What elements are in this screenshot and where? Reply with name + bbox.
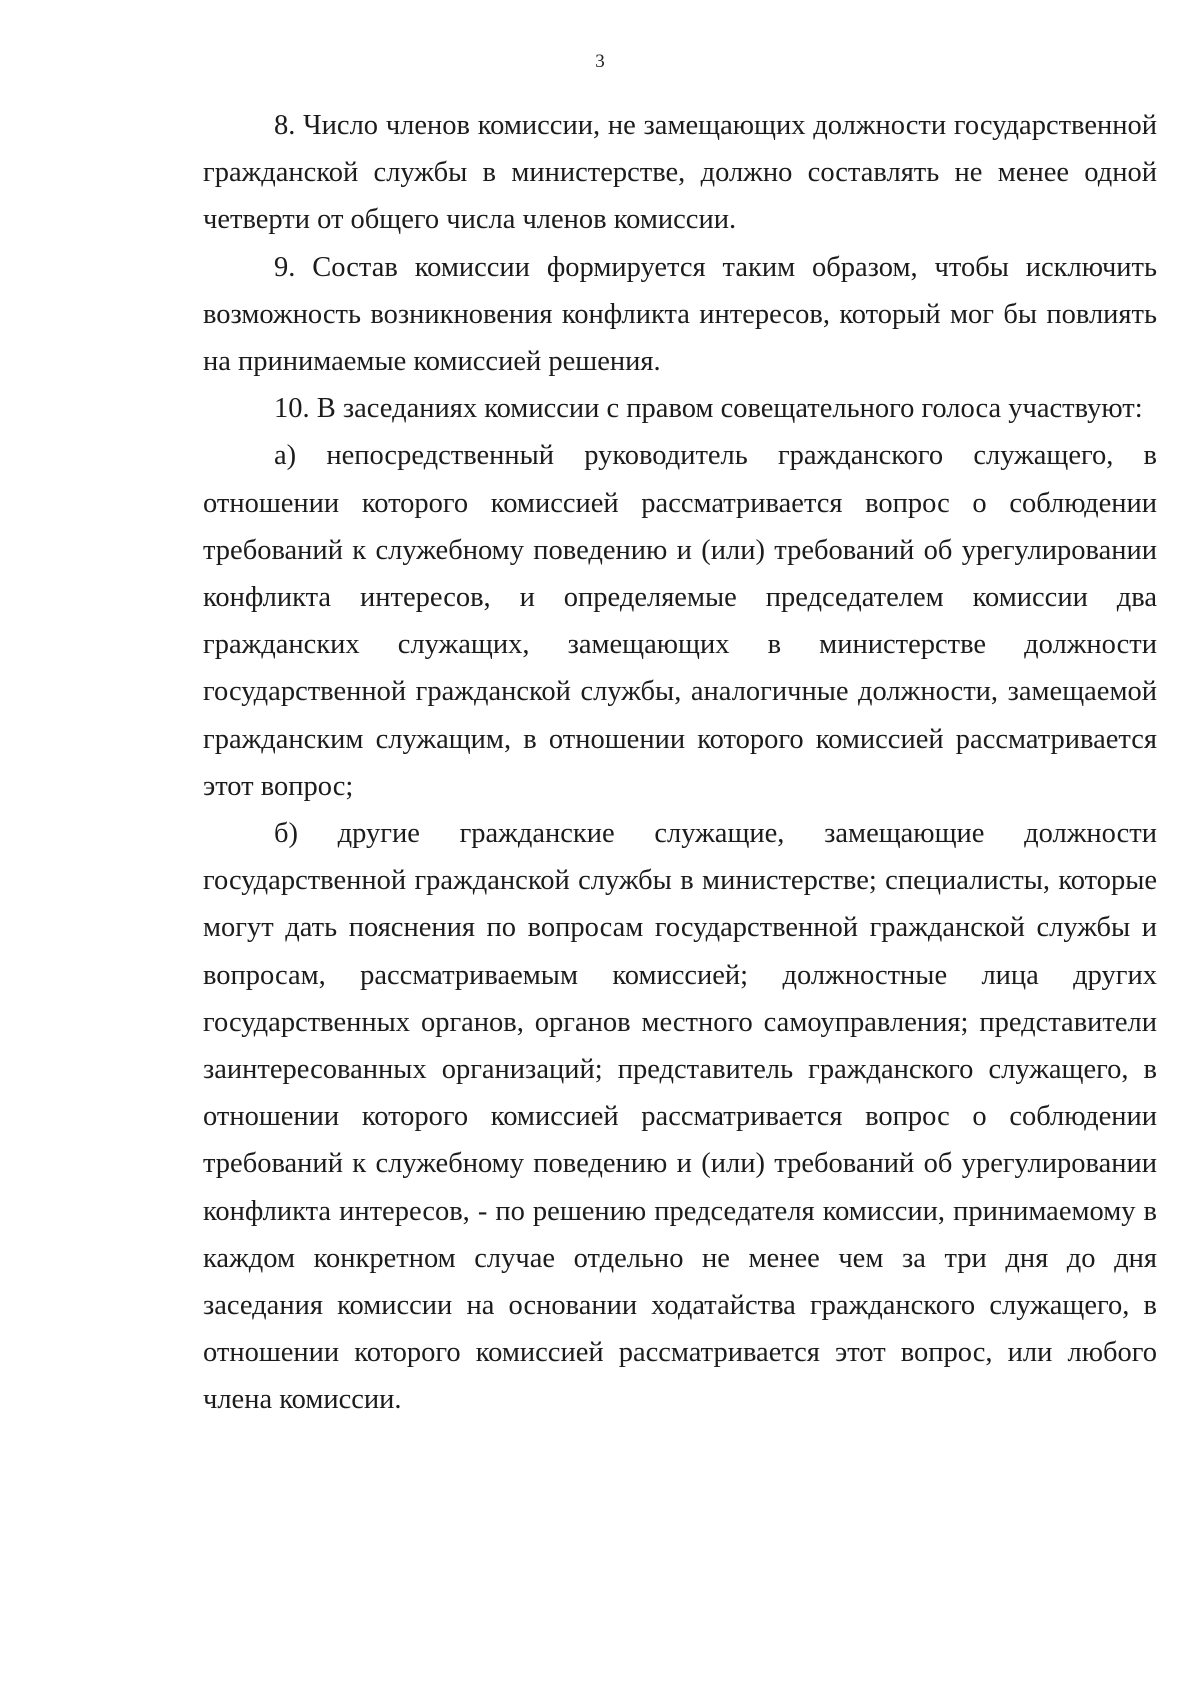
paragraph-item-9: 9. Состав комиссии формируется таким образом, чтобы исключить возможность возникновения конфликта интересов, который мог бы повлиять на принимаемые комиссией решения. (203, 251, 1157, 378)
paragraph-item-10: 10. В заседаниях комиссии с правом совещательного голоса участвуют: (274, 393, 1143, 425)
paragraph-item-8: 8. Число членов комиссии, не замещающих должности государственной гражданской службы в министерстве, должно составлять не менее одной четверти от общего числа членов комиссии. (203, 110, 1157, 236)
document-body (203, 102, 1157, 1424)
page-number: 3 (595, 51, 605, 72)
paragraph-subitem-b: б) другие гражданские служащие, замещающие должности государственной гражданской службы в министерстве; специалисты, которые могут дать пояснения по вопросам государственной гражданской службы и вопросам, рассматриваемым комиссией; должностные лица других государственных органов, органов местного самоуправления; представители заинтересованных организаций; представитель гражданского служащего, в отношении которого комиссией рассматривается вопрос о соблюдении требований к служебному поведению и (или) требований об урегулировании конфликта интересов, - по решению председателя комиссии, принимаемому в каждом конкретном случае отдельно не менее чем за три дня до дня заседания комиссии на основании ходатайства гражданского служащего, в отношении которого комиссией рассматривается этот вопрос, или любого члена комиссии. (203, 818, 1157, 1416)
paragraph-subitem-a: а) непосредственный руководитель гражданского служащего, в отношении которого комиссией рассматривается вопрос о соблюдении требований к служебному поведению и (или) требований об урегулировании конфликта интересов, и определяемые председателем комиссии два гражданских служащих, замещающих в министерстве должности государственной гражданской службы, аналогичные должности, замещаемой гражданским служащим, в отношении которого комиссией рассматривается этот вопрос; (203, 440, 1157, 802)
